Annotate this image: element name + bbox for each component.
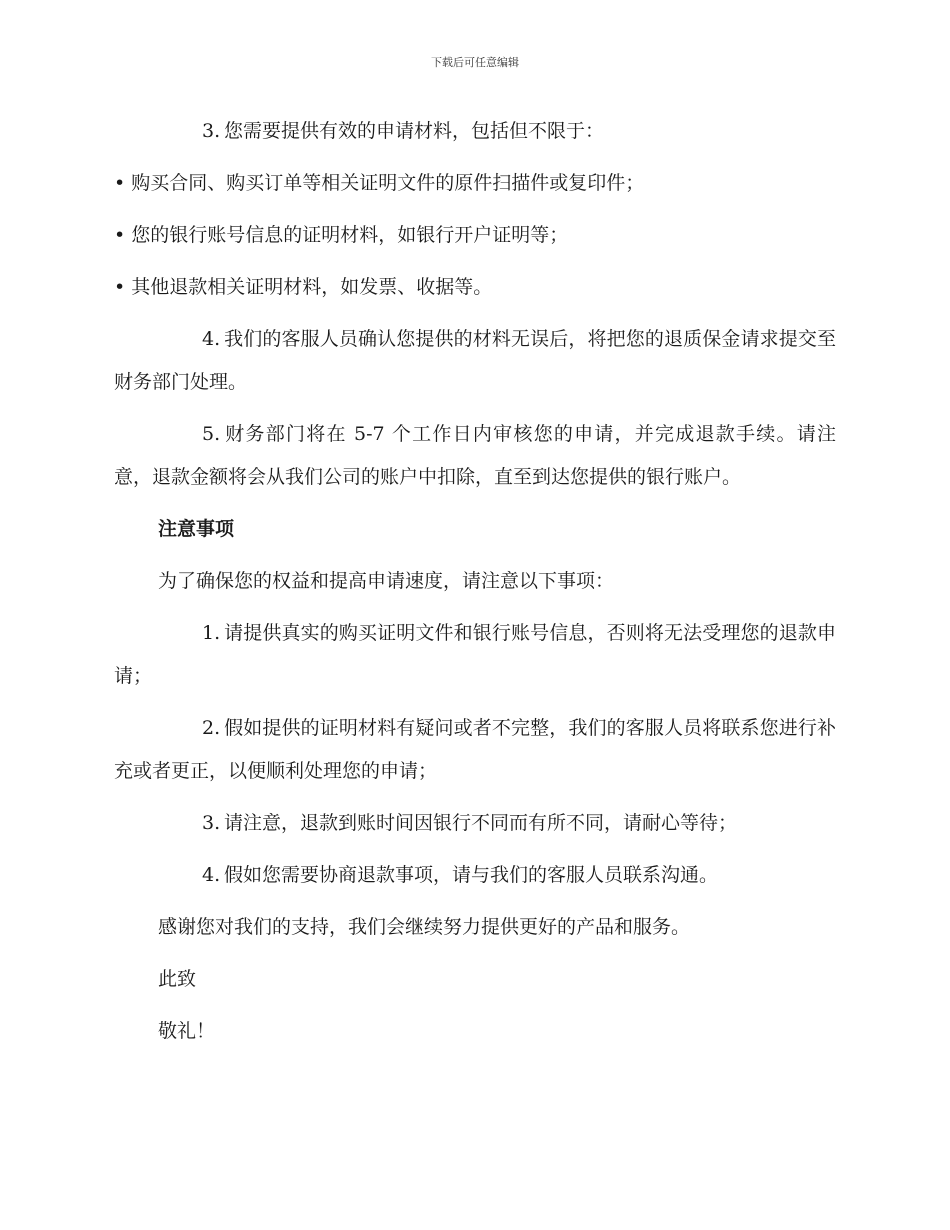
notice-item-1 — [114, 612, 836, 698]
item-number: 2. — [202, 717, 221, 739]
step-4 — [114, 318, 836, 404]
item-text: 请提供真实的购买证明文件和银行账号信息，否则将无法受理您的退款申请； — [114, 622, 836, 687]
page-header: 下载后可任意编辑 — [431, 56, 519, 69]
item-number: 4. — [202, 864, 221, 886]
bullet-item: • 其他退款相关证明材料，如发票、收据等。 — [114, 276, 493, 298]
bullet-item: • 购买合同、购买订单等相关证明文件的原件扫描件或复印件； — [114, 172, 645, 194]
notice-item-2 — [114, 707, 836, 793]
step-text: 您需要提供有效的申请材料，包括但不限于： — [224, 120, 605, 142]
closing-thanks: 感谢您对我们的支持，我们会继续努力提供更好的产品和服务。 — [158, 916, 691, 938]
step-3 — [114, 110, 836, 153]
document-body — [114, 110, 836, 1062]
item-number: 1. — [202, 622, 221, 644]
step-number: 5. — [202, 423, 221, 445]
item-text: 假如提供的证明材料有疑问或者不完整，我们的客服人员将联系您进行补充或者更正，以便顺利处理您的申请； — [114, 717, 836, 782]
item-text: 请注意，退款到账时间因银行不同而有所不同，请耐心等待； — [224, 812, 738, 834]
step-number: 3. — [202, 120, 221, 142]
notice-intro: 为了确保您的权益和提高申请速度，请注意以下事项： — [158, 570, 615, 592]
step-5 — [114, 413, 836, 499]
bullet-item: • 您的银行账号信息的证明材料，如银行开户证明等； — [114, 224, 569, 246]
notice-item-3 — [114, 802, 836, 845]
step-text: 财务部门将在 5-7 个工作日内审核您的申请，并完成退款手续。请注意，退款金额将会从我们公司的账户中扣除，直至到达您提供的银行账户。 — [114, 423, 836, 488]
closing-regards: 此致 — [158, 968, 197, 990]
item-number: 3. — [202, 812, 221, 834]
item-text: 假如您需要协商退款事项，请与我们的客服人员联系沟通。 — [224, 864, 719, 886]
step-number: 4. — [202, 328, 221, 350]
notice-heading: 注意事项 — [158, 518, 235, 540]
closing-salute: 敬礼！ — [158, 1020, 216, 1042]
step-text: 我们的客服人员确认您提供的材料无误后，将把您的退质保金请求提交至财务部门处理。 — [114, 328, 836, 393]
notice-item-4 — [114, 854, 836, 897]
